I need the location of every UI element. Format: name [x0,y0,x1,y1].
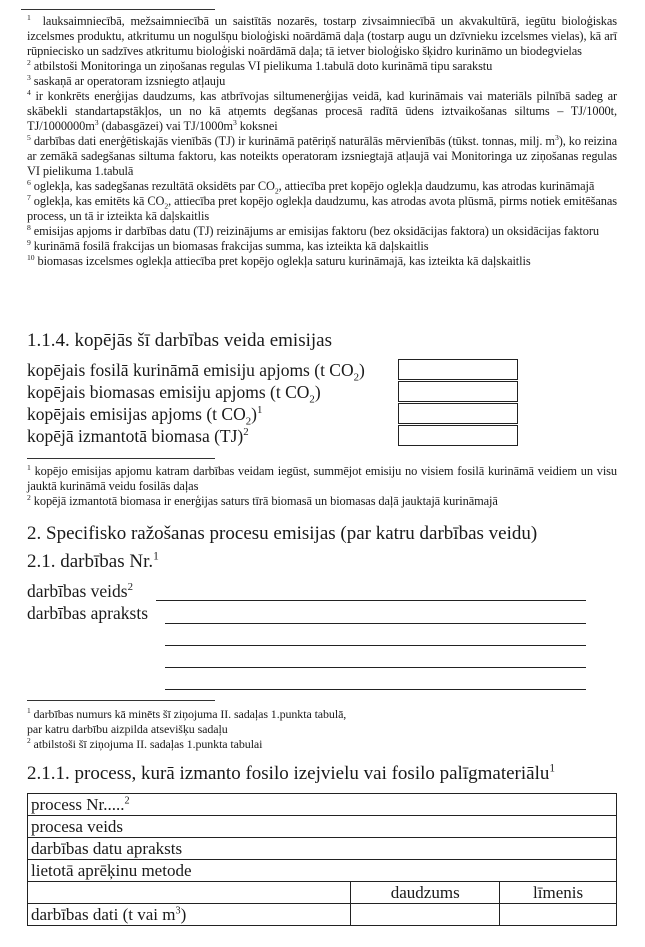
total-emissions-label: kopējais emisijas apjoms (t $CO_2)^1$ [27,404,263,428]
footnote-6: $^6$ oglekļa, kas sadegšanas rezultātā oksidēts par $CO_2$, attiecība pret kopējo oglekļa daudzumu, kas atrodas kurināmajā [27,177,595,196]
activity-description-line-2[interactable] [165,645,586,646]
activity-description-line-3[interactable] [165,667,586,668]
table-row [28,860,617,882]
total-emissions-field[interactable] [398,403,518,424]
footnote-5: $^5$ darbības dati enerģētiskajās vienībās (TJ) ir kurināmā patēriņš naturālās mērvienībās (tūkst. tonnas, milj. $m^3$), ko reizina ar zemākā sadegšanas siltuma faktoru, kas noteikts operatoram izsniegtajā atļaujā vai Monitoringa uz ziņošanas regulas VI pielikuma 1.tabulā [27,132,618,178]
footnote-separator [27,700,215,701]
total-biomass-emissions-field[interactable] [398,381,518,402]
quantity-column-header: daudzums [351,882,500,904]
footnote-separator [27,458,215,459]
activity-data-label-cell: darbības dati (t vai $m^3$) [28,904,351,926]
section-211-heading: 2.1.1. process, kurā izmanto fosilo izejvielu vai fosilo palīgmateriālu$^1$ [27,762,556,784]
section-114-footnotes [27,464,617,509]
activity-description-line-4[interactable] [165,689,586,690]
footnotes-top [27,14,617,269]
process-type-cell[interactable]: procesa veids [28,816,617,838]
activity-data-description-cell[interactable]: darbības datu apraksts [28,838,617,860]
section-21-heading: 2.1. darbības Nr.$^1$ [27,550,159,572]
section-2-footnotes [27,707,617,752]
level-column-header: līmenis [500,882,617,904]
footnote-8: $^8$ emisijas apjoms ir darbības datu (TJ) reizinājums ar emisijas faktoru (bez oksidācijas faktora) un oksidācijas faktoru [27,222,599,238]
footnote-1: $^1$ darbības numurs kā minēts šī ziņojuma II. sadaļas 1.punkta tabulā, par katru darbību aizpilda atsevišķu sadaļu [27,706,347,736]
activity-description-line-1[interactable] [165,623,586,624]
activity-data-quantity-cell[interactable] [351,904,500,926]
activity-description-label: darbības apraksts [27,603,149,623]
table-row [28,838,617,860]
total-fossil-emissions-field[interactable] [398,359,518,380]
footnote-1: $^1$ kopējo emisijas apjomu katram darbības veidam iegūst, summējot emisiju no visiem fosilā kurināmā veidiem un visu jauktā kurināmā veidu fosilās daļas [27,462,618,493]
activity-type-label: darbības veids$^2$ [27,581,134,601]
footnote-2: $^2$ atbilstoši šī ziņojuma II. sadaļas 1.punkta tabulai [27,736,263,751]
process-table [27,793,617,926]
footnote-10: $^{10}$ biomasas izcelsmes oglekļa attiecība pret kopējo oglekļa saturu kurināmajā, kas izteikta kā daļskaitlis [27,252,531,268]
activity-type-field[interactable] [156,600,586,601]
calculation-method-cell[interactable]: lietotā aprēķinu metode [28,860,617,882]
total-biomass-used-label: kopējā izmantotā biomasa (TJ)$^2$ [27,426,249,446]
total-biomass-used-field[interactable] [398,425,518,446]
table-header-row [28,882,617,904]
activity-data-level-cell[interactable] [500,904,617,926]
footnote-1: $^1$ lauksaimniecībā, mežsaimniecībā un saistītās nozarēs, tostarp zivsaimniecībā un akvakultūrā, iegūtu bioloģiskas izcelsmes produktu, atkritumu un nogulšņu bioloģiski noārdāmā daļa (tostarp augu un dzīvnieku izcelsmes vielas), kā arī rūpniecisko un sadzīves atkritumu bioloģiski noārdāmā daļa; tā ietver bioloģisko šķidro kurināmo un biodegvielas [27,12,617,58]
footnote-2: $^2$ kopējā izmantotā biomasa ir enerģijas saturs tīrā biomasā un biomasas daļā jauktajā kurināmajā [27,492,498,508]
footnote-7: $^7$ oglekļa, kas emitēts kā $CO_2$, attiecība pret kopējo oglekļa daudzumu, kas atrodas avota plūsmā, pirms notiek emitēšanas process, un tā ir izteikta kā daļskaitlis [27,192,617,223]
process-number-cell[interactable]: process Nr.....$^2$ [28,794,617,816]
footnote-9: $^9$ kurināmā fosilā frakcijas un biomasas frakcijas summa, kas izteikta kā daļskaitlis [27,237,429,253]
footnote-4: $^4$ ir konkrēts enerģijas daudzums, kas atbrīvojas siltumenerģijas veidā, kad kurināmais vai materiāls pilnībā sadeg ar skābekli standartapstākļos, un no kā atņemts degšanas procesā radītā ūdens iztvaikošanas siltums – TJ/1000t, $TJ/1000000m^3$ (dabasgāzei) vai $TJ/1000m^3$ koksnei [27,87,618,133]
section-2-heading: 2. Specifisko ražošanas procesu emisijas (par katru darbības veidu) [27,523,538,544]
total-fossil-emissions-label: kopējais fosilā kurināmā emisiju apjoms (t $CO_2$) [27,360,365,384]
empty-header-cell [28,882,351,904]
table-row [28,816,617,838]
table-row [28,904,617,926]
section-114-heading: 1.1.4. kopējās šī darbības veida emisijas [27,330,332,351]
footnote-2: $^2$ atbilstoši Monitoringa un ziņošanas regulas VI pielikuma 1.tabulā doto kurināmā tipu sarakstu [27,57,493,73]
footnote-3: $^3$ saskaņā ar operatoram izsniegto atļauju [27,72,226,88]
total-biomass-emissions-label: kopējais biomasas emisiju apjoms (t $CO_2$) [27,382,321,406]
table-row [28,794,617,816]
footnote-separator [21,9,215,10]
